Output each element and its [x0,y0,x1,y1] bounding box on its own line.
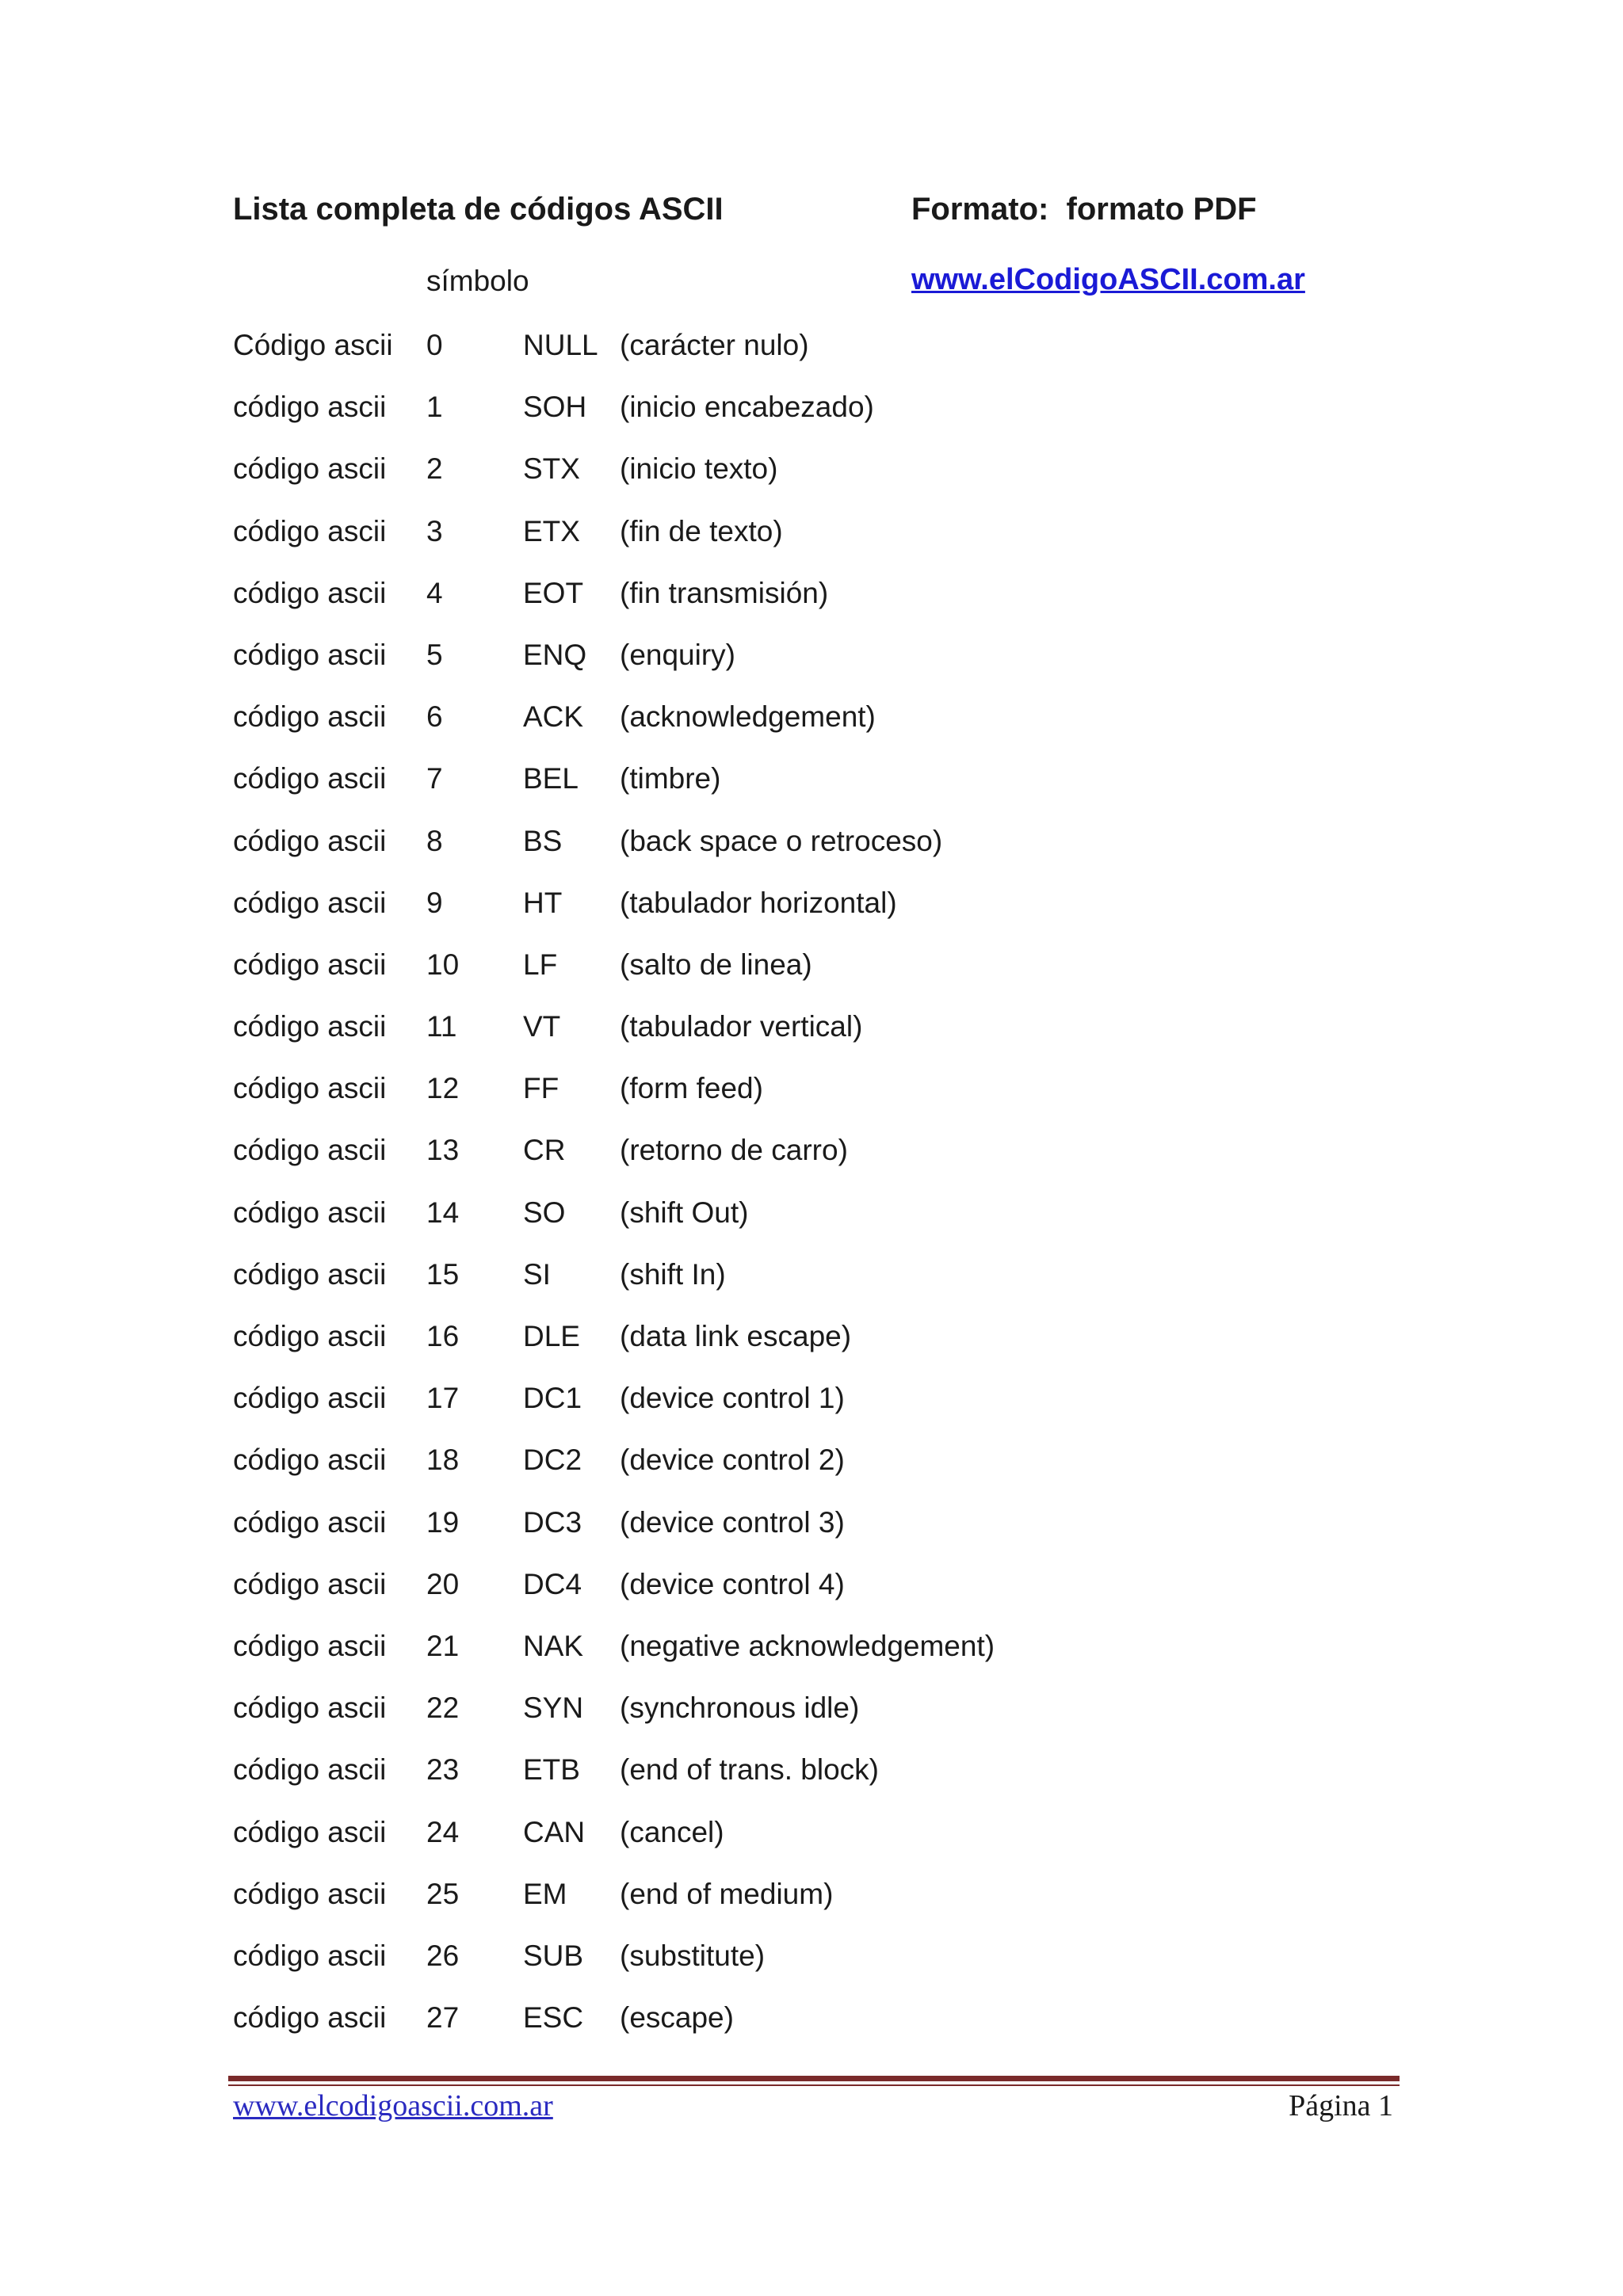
row-label: código ascii [233,1505,387,1539]
row-description: (data link escape) [620,1320,852,1352]
row-symbol: ESC [523,2001,584,2035]
row-symbol: STX [523,452,580,486]
row-description: (shift In) [620,1257,726,1291]
row-label: código ascii [233,1010,387,1043]
row-description: (device control 1) [620,1382,845,1415]
row-code: 27 [426,2001,460,2035]
row-code: 7 [426,762,443,795]
row-code: 10 [426,948,460,981]
row-code: 21 [426,1629,460,1662]
row-description: (synchronous idle) [620,1691,860,1725]
table-row [233,1814,1422,1875]
footer-site-link[interactable]: www.elcodigoascii.com.ar [233,2089,553,2122]
row-label: código ascii [233,824,387,857]
row-label: Código ascii [233,329,393,361]
table-row [233,1875,1422,1937]
row-description: (form feed) [620,1072,763,1105]
table-row [233,822,1422,884]
row-description: (device control 3) [620,1505,845,1539]
row-description: (acknowledgement) [620,700,876,734]
row-description: (negative acknowledgement) [620,1629,995,1662]
row-symbol: BEL [523,762,579,795]
row-code: 13 [426,1134,460,1167]
row-label: código ascii [233,576,387,609]
row-code: 18 [426,1444,460,1477]
row-description: (escape) [620,2001,734,2035]
page-title: Lista completa de códigos ASCII [233,192,724,227]
row-code: 19 [426,1505,460,1539]
row-code: 4 [426,576,443,609]
row-symbol: NAK [523,1629,584,1662]
row-code: 14 [426,1196,460,1229]
row-code: 15 [426,1257,460,1291]
row-symbol: LF [523,948,558,981]
table-row [233,1627,1422,1689]
row-symbol: CR [523,1134,566,1167]
row-symbol: SUB [523,1939,584,1972]
row-description: (fin de texto) [620,514,783,547]
row-description: (fin transmisión) [620,576,829,609]
row-label: código ascii [233,762,387,795]
row-description: (retorno de carro) [620,1134,848,1167]
row-symbol: ETX [523,514,580,547]
row-description: (end of medium) [620,1877,834,1910]
row-code: 2 [426,452,443,486]
row-description: (shift Out) [620,1196,749,1229]
table-row [233,1008,1422,1070]
row-label: código ascii [233,886,387,919]
row-description: (salto de linea) [620,948,812,981]
row-symbol: SI [523,1257,551,1291]
row-label: código ascii [233,1320,387,1352]
row-symbol: ENQ [523,638,587,671]
row-description: (tabulador horizontal) [620,886,897,919]
row-description: (back space o retroceso) [620,824,943,857]
table-row [233,1937,1422,1999]
ascii-code-table [233,326,1422,2061]
row-code: 8 [426,824,443,857]
row-description: (inicio encabezado) [620,391,874,424]
row-description: (device control 4) [620,1567,845,1600]
symbol-column-header: símbolo [426,265,529,297]
table-row [233,574,1422,636]
row-code: 25 [426,1877,460,1910]
row-code: 22 [426,1691,460,1725]
row-label: código ascii [233,948,387,981]
row-description: (enquiry) [620,638,735,671]
row-description: (device control 2) [620,1444,845,1477]
table-row [233,760,1422,822]
table-row [233,326,1422,388]
row-code: 20 [426,1567,460,1600]
row-label: código ascii [233,700,387,734]
row-description: (carácter nulo) [620,329,809,361]
table-row [233,513,1422,574]
row-symbol: SYN [523,1691,584,1725]
row-code: 3 [426,514,443,547]
row-symbol: SOH [523,391,587,424]
row-label: código ascii [233,1134,387,1167]
row-symbol: EOT [523,576,584,609]
table-row [233,1131,1422,1193]
row-code: 17 [426,1382,460,1415]
row-label: código ascii [233,1196,387,1229]
row-symbol: NULL [523,329,598,361]
row-description: (timbre) [620,762,721,795]
row-label: código ascii [233,1753,387,1787]
table-row [233,388,1422,450]
row-symbol: DC1 [523,1382,582,1415]
footer-divider [228,2076,1400,2081]
table-row [233,698,1422,760]
row-label: código ascii [233,1567,387,1600]
row-symbol: ETB [523,1753,580,1787]
row-code: 11 [426,1010,457,1043]
table-row [233,1999,1422,2061]
row-symbol: SO [523,1196,566,1229]
row-code: 0 [426,329,443,361]
row-code: 24 [426,1815,460,1848]
table-row [233,946,1422,1008]
site-link[interactable]: www.elCodigoASCII.com.ar [911,263,1305,296]
row-code: 26 [426,1939,460,1972]
table-row [233,1379,1422,1441]
table-row [233,1441,1422,1503]
row-label: código ascii [233,1257,387,1291]
row-symbol: BS [523,824,563,857]
row-label: código ascii [233,1877,387,1910]
table-row [233,1504,1422,1566]
row-symbol: DC2 [523,1444,582,1477]
row-label: código ascii [233,638,387,671]
row-code: 9 [426,886,443,919]
row-label: código ascii [233,1939,387,1972]
row-label: código ascii [233,1382,387,1415]
row-symbol: FF [523,1072,559,1105]
row-description: (cancel) [620,1815,724,1848]
row-label: código ascii [233,452,387,486]
row-description: (inicio texto) [620,452,778,486]
row-label: código ascii [233,1072,387,1105]
row-code: 1 [426,391,443,424]
row-symbol: EM [523,1877,567,1910]
row-symbol: CAN [523,1815,586,1848]
table-row [233,1566,1422,1627]
row-description: (tabulador vertical) [620,1010,863,1043]
table-row [233,1070,1422,1131]
row-code: 6 [426,700,443,734]
row-symbol: DLE [523,1320,580,1352]
table-row [233,450,1422,512]
row-symbol: DC3 [523,1505,582,1539]
table-row [233,1194,1422,1256]
row-description: (substitute) [620,1939,766,1972]
table-row [233,1256,1422,1318]
row-label: código ascii [233,1629,387,1662]
table-row [233,1318,1422,1379]
row-code: 5 [426,638,443,671]
row-code: 23 [426,1753,460,1787]
table-row [233,636,1422,698]
row-symbol: VT [523,1010,561,1043]
row-label: código ascii [233,391,387,424]
row-symbol: HT [523,886,563,919]
row-label: código ascii [233,2001,387,2035]
table-row [233,1751,1422,1813]
row-symbol: DC4 [523,1567,582,1600]
page-number: Página 1 [1289,2089,1393,2122]
footer-divider-thin [228,2084,1400,2086]
row-description: (end of trans. block) [620,1753,879,1787]
row-code: 12 [426,1072,460,1105]
row-symbol: ACK [523,700,584,734]
row-label: código ascii [233,1815,387,1848]
table-row [233,1689,1422,1751]
row-label: código ascii [233,1691,387,1725]
table-row [233,884,1422,946]
row-label: código ascii [233,514,387,547]
row-label: código ascii [233,1444,387,1477]
row-code: 16 [426,1320,460,1352]
format-label: Formato: formato PDF [911,192,1257,227]
